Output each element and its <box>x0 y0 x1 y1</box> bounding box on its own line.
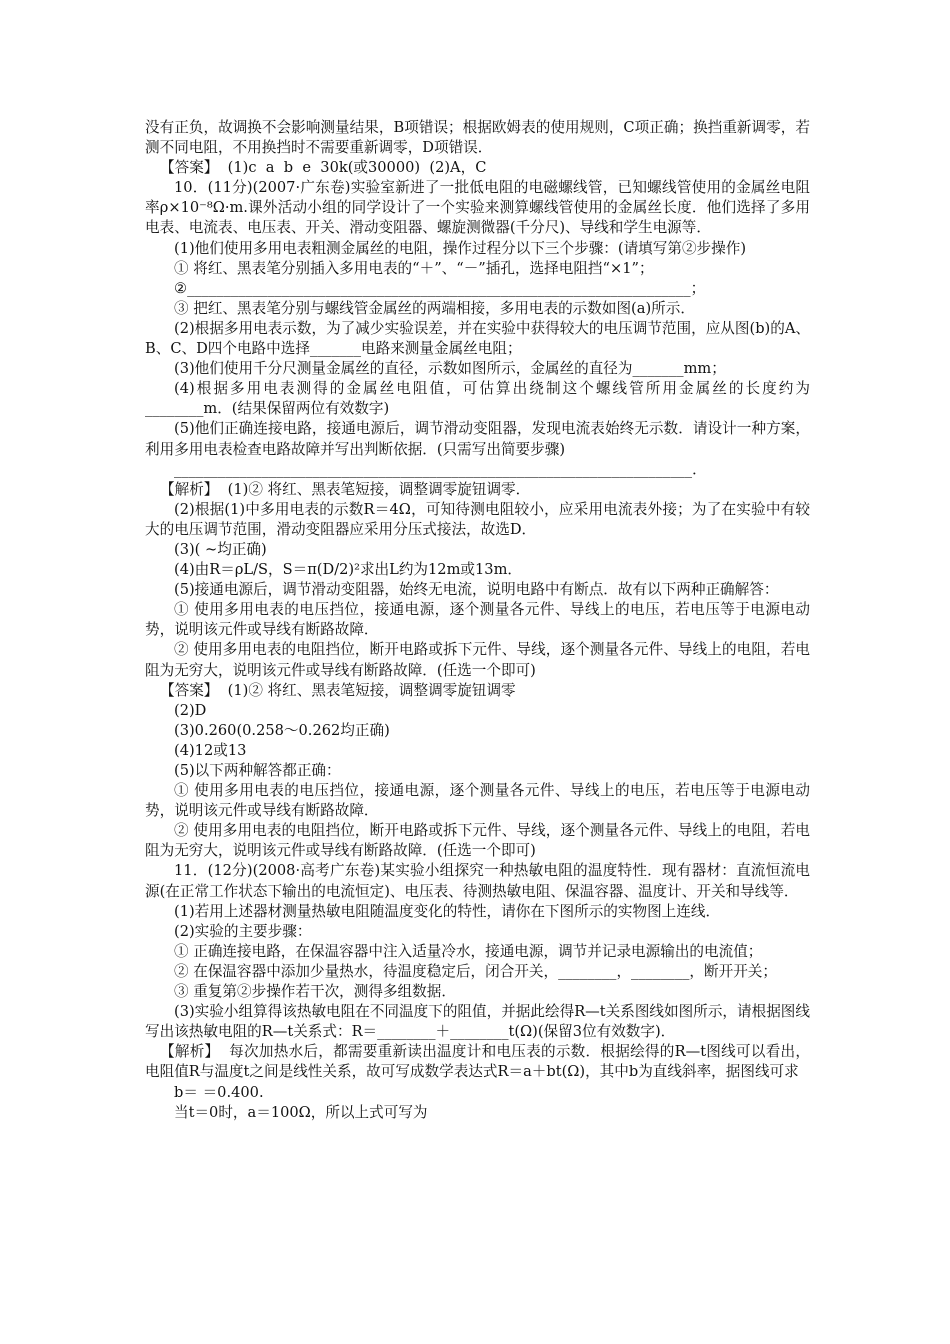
analysis-text: ② 使用多用电表的电阻挡位，断开电路或拆下元件、导线，逐个测量各元件、导线上的电阻，若电阻为无穷大，说明该元件或导线有断路故障．(任选一个即可) <box>145 641 810 679</box>
question-text: (1)他们使用多用电表粗测金属丝的电阻，操作过程分以下三个步骤：(请填写第②步操作) <box>174 239 747 257</box>
analysis-line: 【解析】 每次加热水后，都需要重新读出温度计和电压表的示数．根据绘得的R—t图线可以看出，电阻值R与温度t之间是线性关系，故可写成数学表达式R＝a＋bt(Ω)，其中b为直线斜率，据图线可求 <box>145 1043 810 1081</box>
answer-line: 【答案】 (1)② 将红、黑表笔短接，调整调零旋钮调零 <box>160 681 516 699</box>
analysis-text: b＝ ＝0.400. <box>174 1083 264 1101</box>
analysis-text: (3)( ~均正确) <box>174 540 267 558</box>
question-text: ② 在保温容器中添加少量热水，待温度稳定后，闭合开关，________，________，断开开关； <box>174 962 777 980</box>
analysis-line: 【解析】 (1)② 将红、黑表笔短接，调整调零旋钮调零． <box>160 480 531 498</box>
answer-text: (5)以下两种解答都正确： <box>174 762 341 779</box>
analysis-text: (4)由R＝ρL/S，S＝π(D/2)²求出L约为12m或13m． <box>174 561 523 579</box>
question-text: ① 将红、黑表笔分别插入多用电表的“＋”、“－”插孔，选择电阻挡“×1”； <box>174 259 654 277</box>
analysis-text: 当t＝0时，a＝100Ω，所以上式可写为 <box>174 1103 428 1121</box>
question-text: ③ 重复第②步操作若干次，测得多组数据． <box>174 983 456 1001</box>
answer-text: ② 使用多用电表的电阻挡位，断开电路或拆下元件、导线，逐个测量各元件、导线上的电阻，若电阻为无穷大，说明该元件或导线有断路故障．(任选一个即可) <box>145 822 810 860</box>
fill-blank-line: _______________________________________________________________________． <box>174 460 707 478</box>
question-text: (2)根据多用电表示数，为了减少实验误差，并在实验中获得较大的电压调节范围，应从图(b)的A、B、C、D四个电路中选择_______电路来测量金属丝电阻； <box>145 319 810 358</box>
question-text: (3)实验小组算得该热敏电阻在不同温度下的阻值，并据此绘得R—t关系图线如图所示，请根据图线写出该热敏电阻的R—t关系式：R＝________＋________t(Ω)(保留3位有效数字)． <box>145 1003 810 1041</box>
analysis-text: (5)接通电源后，调节滑动变阻器，始终无电流，说明电路中有断点．故有以下两种正确解答： <box>174 581 779 599</box>
question-11-header: 11．(12分)(2008·高考广东卷)某实验小组探究一种热敏电阻的温度特性．现有器材：直流恒流电源(在正常工作状态下输出的电流恒定)、电压表、待测热敏电阻、保温容器、温度计、开关和导线等． <box>145 862 810 900</box>
question-text: (2)实验的主要步骤： <box>174 922 312 940</box>
answer-text: (4)12或13 <box>174 741 247 759</box>
question-10-header: 10．(11分)(2007·广东卷)实验室新进了一批低电阻的电磁螺线管，已知螺线管使用的金属丝电阻率ρ×10⁻⁸Ω·m.课外活动小组的同学设计了一个实验来测算螺线管使用的金属丝长度．他们选择了多用电表、电流表、电压表、开关、滑动变阻器、螺旋测微器(千分尺)、导线和学生电源等． <box>145 179 810 237</box>
question-text: (4)根据多用电表测得的金属丝电阻值，可估算出绕制这个螺线管所用金属丝的长度约为________m．(结果保留两位有效数字) <box>145 380 810 418</box>
answer-text: (2)D <box>174 701 207 719</box>
analysis-text: (2)根据(1)中多用电表的示数R＝4Ω，可知待测电阻较小，应采用电流表外接；为了在实验中有较大的电压调节范围，滑动变阻器应采用分压式接法，故选D． <box>145 500 810 538</box>
analysis-text: ① 使用多用电表的电压挡位，接通电源，逐个测量各元件、导线上的电压，若电压等于电源电动势，说明该元件或导线有断路故障． <box>145 601 810 639</box>
question-text: ③ 把红、黑表笔分别与螺线管金属丝的两端相接，多用电表的示数如图(a)所示． <box>174 299 695 317</box>
question-text: (3)他们使用千分尺测量金属丝的直径，示数如图所示，金属丝的直径为_______mm； <box>174 360 726 378</box>
document-page <box>145 118 810 1123</box>
question-text: ① 正确连接电路，在保温容器中注入适量冷水，接通电源，调节并记录电源输出的电流值； <box>174 942 763 960</box>
answer-line: 【答案】 (1)c a b e 30k(或30000) (2)A，C <box>160 159 487 177</box>
answer-text: ① 使用多用电表的电压挡位，接通电源，逐个测量各元件、导线上的电压，若电压等于电源电动势，说明该元件或导线有断路故障． <box>145 782 810 820</box>
question-text: (5)他们正确连接电路，接通电源后，调节滑动变阻器，发现电流表始终无示数．请设计一种方案，利用多用电表检查电路故障并写出判断依据．(只需写出简要步骤) <box>145 420 810 458</box>
text-line: 没有正负，故调换不会影响测量结果，B项错误；根据欧姆表的使用规则，C项正确；换挡重新调零，若测不同电阻，不用换挡时不需要重新调零，D项错误． <box>145 119 810 157</box>
answer-text: (3)0.260(0.258～0.262均正确) <box>174 721 390 739</box>
question-text: (1)若用上述器材测量热敏电阻随温度变化的特性，请你在下图所示的实物图上连线． <box>174 902 721 920</box>
fill-blank-line: ②_____________________________________________________________________； <box>174 279 706 297</box>
